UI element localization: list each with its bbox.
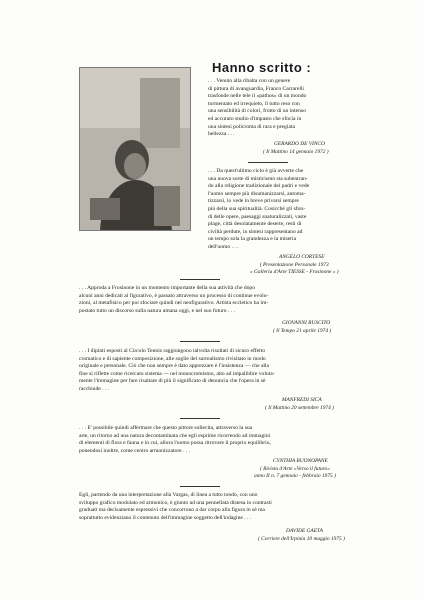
artist-portrait-image bbox=[80, 68, 190, 230]
quote-text: . . . Approda a Frosinone in un momento importante della sua attività che dopo alcuni anni dedicati al figurativo, è passato attraverso un processo di continue evolu- zioni, al metafisico per poi sfociare quindi nel neofigurativo. Artista eccletico ha im- postato tutto un discorso sulla natura umana oggi, e nel suo futuro . . . bbox=[79, 285, 269, 314]
quote-text: . . . E' possibile quindi affermare che questo pittore sollecita, attraverso la sua arte, un ritorno ad una natura decontaminata che egli esprime ricorrendo ad immagini di elementi di flora e fauna e in cui, allora l'uomo possa ritrovare il proprio equilibrio, ponendosi inoltre, come centro armonizzatore . . . bbox=[79, 425, 271, 454]
quote-author: GERARDO DE VINCO bbox=[274, 141, 325, 147]
quote-author: ANGELO CORTESE bbox=[279, 254, 325, 260]
quote-text: Egli, partendo da una interpretazione alla Vargas, di linea a tutto tondo, con uno sviluppo grafico modulato ed armonico, è giunto ad una pennellata distesa in contrasti graduati ma decisamente espressivi che concorrono a dar corpo alla figura in sè ma soprattutto evidenziano il contenuto dell'immagine soggetto dell'indagine . . . bbox=[79, 492, 272, 521]
divider bbox=[180, 418, 220, 419]
quote-author: DAVIDE GAETA bbox=[286, 528, 323, 534]
quote-source: ( Il Tempo 21 aprile 1974 ) bbox=[273, 328, 332, 334]
quote-text: . . . Da quest'ultimo ciclo è già avverte che una nuova sorte di misticismo sta subentran- do alla religione tradizionale dei padri e vede l'uomo sempre più disumanizzarsi, automa- tizzarsi, lo vede in breve privarsi sempre più della sua spiritualità. Cosicché gli sfon- di delle opere, paesaggi snaturalizzati, vaste plage, città desolatamente deserte, resti di civiltà perdute, in sintesi rappresentano ad un tempo sola la grandezza e la miseria dell'uomo . . . bbox=[208, 168, 310, 250]
divider bbox=[180, 486, 220, 487]
quote-author: GIOVANNI RUSCITO bbox=[282, 320, 331, 326]
quote-text: . . . I dipinti esposti al Circolo Tennis raggiungono talvolta risultati di sicuro effetto cromatico e di sapiente composizione, alle soglie del surrealismo rivisitato in modo originale e personale. Ciò che non sempre è dato apprezzare è l'insistenza — che alla fine si riflette come ricercato sistema — nel monocromismo, atto ad impallidire voluta- mente l'immagine per fare risaltare di più il significato di denuncia che l'opera in sè racchiude . . . bbox=[79, 348, 275, 392]
quote-source: ( Presentazione Personale 1973 « Galleria d'Arte TIESSE - Frosinone » ) bbox=[250, 262, 339, 275]
divider bbox=[180, 341, 220, 342]
divider bbox=[180, 279, 220, 280]
quote-source: ( Il Mattino 20 settembre 1974 ) bbox=[265, 405, 334, 411]
quote-text: . . . Venuto alla ribalta con un genere di pittura di avanguardia, Franco Carrarelli trasfonde nelle tele il «pathos» di un mondo tormentato ed irrequieto, il tutto reso con una sensibilità di colori, frutto di un intenso ed accurato studio d'impasto che sfocia in una sintesi policroma di rara e pregiata bellezza . . . bbox=[208, 78, 307, 138]
quote-source: ( Il Mattino 14 gennaio 1972 ) bbox=[263, 149, 329, 155]
artist-photo bbox=[79, 67, 191, 231]
quote-source: ( Rivista d'Arte «Verso il futuro» anno II n. 7 gennaio - febbraio 1975 ) bbox=[254, 466, 336, 479]
quote-author: MANFREDI SICA bbox=[282, 397, 322, 403]
quote-source: ( Corriere dell'Irpinia 10 maggio 1975 ) bbox=[258, 536, 345, 542]
quote-author: CYNTHIA BUONOPANE bbox=[273, 458, 328, 464]
page-title: Hanno scritto : bbox=[212, 60, 312, 75]
divider bbox=[248, 162, 288, 163]
